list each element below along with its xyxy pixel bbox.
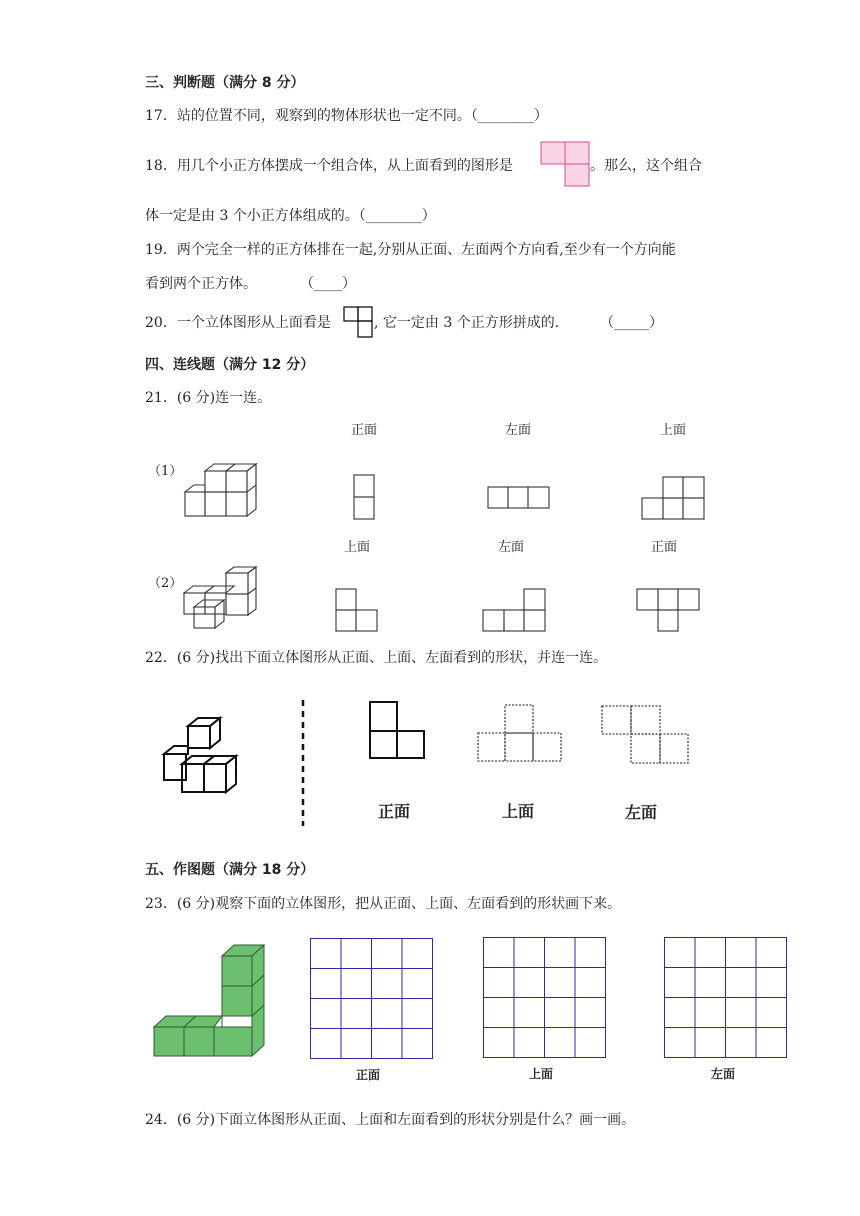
q22-solid-figure <box>160 714 246 796</box>
question-20-blank: （_____） <box>600 315 663 331</box>
row2-view-top <box>335 588 379 632</box>
grid-front <box>310 938 434 1060</box>
row2-label-left: 左面 <box>498 540 525 555</box>
item-1-label: （1） <box>148 464 183 479</box>
question-21: 21．(6 分)连一连。 <box>145 390 272 406</box>
question-19-line1: 19．两个完全一样的正方体排在一起,分别从正面、左面两个方向看,至少有一个方向能 <box>145 242 676 258</box>
q23-green-solid-figure <box>152 942 268 1060</box>
question-23: 23．(6 分)观察下面的立体图形，把从正面、上面、左面看到的形状画下来。 <box>145 896 622 912</box>
q22-view-left <box>599 704 691 766</box>
q18-top-view-figure <box>540 141 590 189</box>
question-18-part2: 。那么，这个组合 <box>590 158 702 174</box>
row1-solid-figure <box>185 462 261 520</box>
q22-view-top <box>476 703 564 763</box>
question-17: 17．站的位置不同，观察到的物体形状也一定不同。（________） <box>145 108 548 124</box>
row1-view-left <box>487 486 550 509</box>
row2-solid-figure <box>184 565 260 631</box>
question-22: 22．(6 分)找出下面立体图形从正面、上面、左面看到的形状，并连一连。 <box>145 650 608 666</box>
grid-label-top: 上面 <box>529 1067 554 1081</box>
grid-left <box>664 937 788 1059</box>
row1-label-top: 上面 <box>660 423 687 438</box>
q22-dashed-divider <box>300 700 306 826</box>
grid-label-front: 正面 <box>356 1068 381 1082</box>
row1-label-left: 左面 <box>505 423 532 438</box>
grid-label-left: 左面 <box>711 1067 736 1081</box>
row1-view-front <box>353 474 375 520</box>
row2-label-top: 上面 <box>344 540 371 555</box>
q22-label-left: 左面 <box>625 803 658 822</box>
question-20-part2: , 它一定由 3 个正方形拼成的． <box>374 315 569 331</box>
row2-view-left <box>482 588 546 632</box>
row1-label-front: 正面 <box>351 423 378 438</box>
q22-view-front <box>368 700 426 760</box>
row1-view-top <box>641 476 705 520</box>
question-19-line2: 看到两个正方体。 <box>145 276 257 292</box>
item-2-label: （2） <box>148 576 183 591</box>
section5-heading: 五、作图题（满分 18 分） <box>145 862 315 878</box>
q22-label-front: 正面 <box>378 802 411 821</box>
question-18-part1: 18．用几个小正方体摆成一个组合体，从上面看到的图形是 <box>145 158 513 174</box>
question-18-part3: 体一定是由 3 个小正方体组成的。（________） <box>145 208 436 224</box>
question-20-part1: 20．一个立体图形从上面看是 <box>145 315 331 331</box>
q20-top-view-figure <box>343 306 375 340</box>
q22-label-top: 上面 <box>502 802 535 821</box>
question-24: 24．(6 分)下面立体图形从正面、上面和左面看到的形状分别是什么？画一画。 <box>145 1112 636 1128</box>
row2-view-front <box>636 588 700 632</box>
section4-heading: 四、连线题（满分 12 分） <box>145 357 315 373</box>
section3-heading: 三、判断题（满分 8 分） <box>145 75 305 91</box>
grid-top <box>483 937 607 1059</box>
row2-label-front: 正面 <box>651 540 678 555</box>
question-19-blank: （____） <box>300 276 356 292</box>
